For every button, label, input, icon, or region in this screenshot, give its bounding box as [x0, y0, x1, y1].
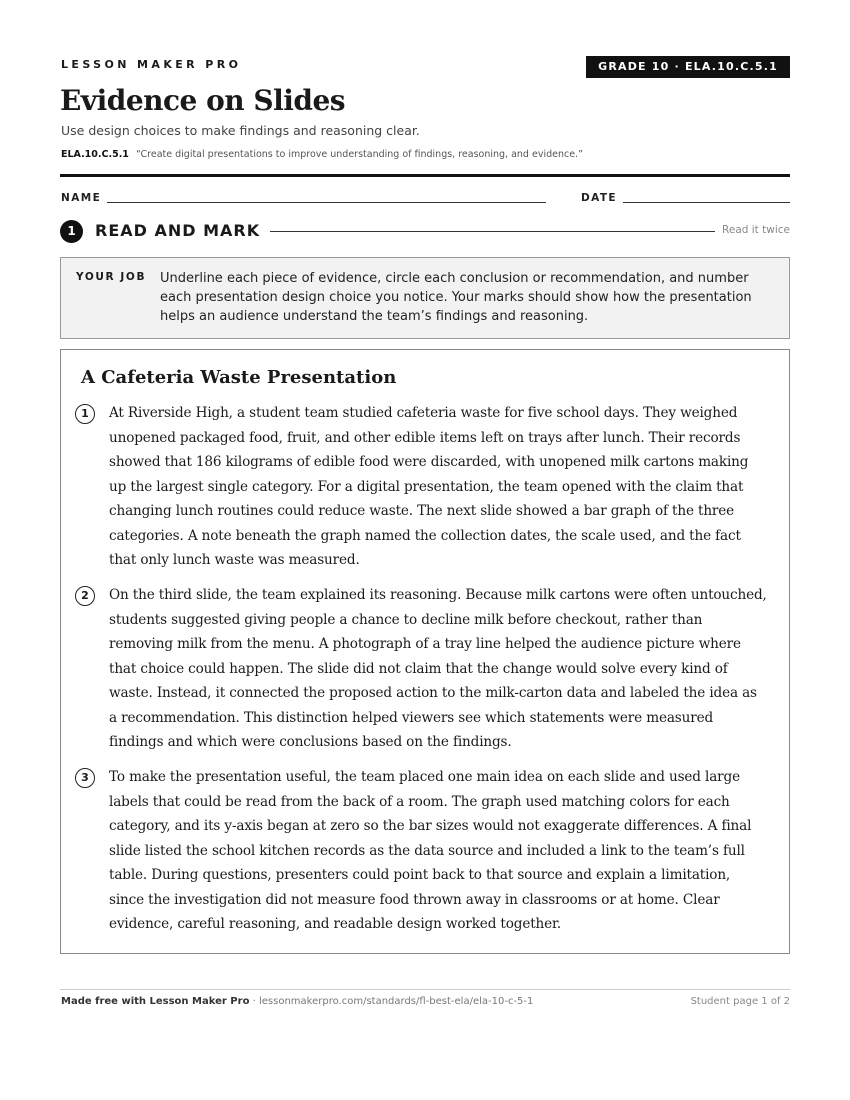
footer-made-with: Made free with Lesson Maker Pro — [61, 996, 250, 1007]
paragraph-number: 3 — [75, 768, 95, 788]
date-field[interactable] — [623, 202, 790, 203]
header-divider — [60, 174, 790, 177]
name-field[interactable] — [107, 202, 546, 203]
job-instructions: Underline each piece of evidence, circle each conclusion or recommendation, and number each presentation design choice you notice. Your marks should show how the presentation helps an audience understand the team’s findings and reasoning. — [160, 271, 752, 324]
paragraph-number: 2 — [75, 586, 95, 606]
footer-credit — [61, 996, 533, 1007]
name-date-row — [61, 192, 790, 206]
brand-name: LESSON MAKER PRO — [61, 58, 242, 71]
section-number: 1 — [60, 220, 83, 243]
passage-title: A Cafeteria Waste Presentation — [81, 367, 397, 388]
passage-paragraph — [75, 401, 767, 573]
passage-paragraph — [75, 765, 767, 937]
section-hint: Read it twice — [722, 224, 790, 236]
section-header — [60, 219, 790, 243]
standard-line — [61, 149, 583, 160]
page-title: Evidence on Slides — [60, 84, 346, 117]
name-label: NAME — [61, 192, 102, 204]
passage-paragraph — [75, 583, 767, 755]
standard-code: ELA.10.C.5.1 — [61, 149, 129, 160]
paragraph-text: On the third slide, the team explained its reasoning. Because milk cartons were often untouched, students suggested giving people a chance to decline milk before checkout, rather than removing milk from the menu. A photograph of a tray line helped the audience picture where that choice could happen. The slide did not claim that the change would solve every kind of waste. Instead, it connected the proposed action to the milk-carton data and labeled the idea as a recommendation. This distinction helped viewers see which statements were measured findings and which were conclusions based on the findings. — [109, 587, 767, 750]
standard-text: “Create digital presentations to improve understanding of findings, reasoning, and evidence.” — [135, 149, 583, 160]
date-label: DATE — [581, 192, 617, 204]
job-box — [60, 257, 790, 339]
footer-divider — [60, 989, 790, 990]
paragraph-number: 1 — [75, 404, 95, 424]
top-bar — [61, 56, 790, 78]
paragraph-text: To make the presentation useful, the team placed one main idea on each slide and used large labels that could be read from the back of a room. The graph used matching colors for each category, and its y-axis began at zero so the bar sizes would not exaggerate differences. A final slide listed the school kitchen records as the data source and included a link to the team’s full table. During questions, presenters could point back to that source and explain a limitation, since the investigation did not measure food thrown away in classrooms or at home. Clear evidence, careful reasoning, and readable design worked together. — [109, 769, 752, 932]
grade-badge: GRADE 10 · ELA.10.C.5.1 — [586, 56, 790, 78]
footer-page-number: Student page 1 of 2 — [690, 996, 790, 1007]
footer-url[interactable]: · lessonmakerpro.com/standards/fl-best-ela/ela-10-c-5-1 — [252, 996, 534, 1007]
section-divider — [270, 231, 715, 232]
page-subtitle: Use design choices to make findings and reasoning clear. — [61, 123, 420, 138]
paragraph-text: At Riverside High, a student team studied cafeteria waste for five school days. They weighed unopened packaged food, fruit, and other edible items left on trays after lunch. Their records showed that 186 kilograms of edible food were discarded, with unopened milk cartons making up the largest single category. For a digital presentation, the team opened with the claim that changing lunch routines could reduce waste. The next slide showed a bar graph of the three categories. A note beneath the graph named the collection dates, the scale used, and the fact that only lunch waste was measured. — [109, 405, 749, 568]
section-title: READ AND MARK — [95, 221, 261, 240]
passage-box — [60, 349, 790, 954]
job-label: YOUR JOB — [76, 271, 147, 283]
